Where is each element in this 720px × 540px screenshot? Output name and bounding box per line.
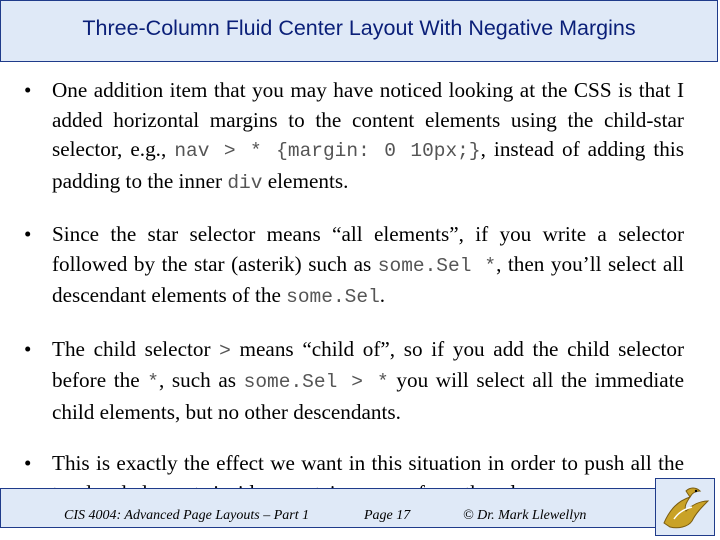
footer-bar [0,488,660,528]
text-run: , instead of adding this padding to the inner [52,137,684,193]
code-snippet: div [227,171,263,194]
code-snippet: * [147,371,159,393]
pegasus-logo-graphic [656,479,714,535]
bullet-item [24,335,684,428]
bullet-dot-icon: • [24,78,32,102]
text-run: Since the star selector means “all elements”, if you write a selector followed by the star (asterik) such as [52,222,684,276]
text-run: , then you’ll select all descendant elements of the [52,251,684,307]
slide-title: Three-Column Fluid Center Layout With Negative Margins [82,15,636,40]
text-run: , such as [158,368,244,392]
text-run: you will select all the immediate child elements, but no other descendants. [52,368,684,424]
bullet-item [24,76,684,198]
code-snippet: some.Sel > * [243,371,389,393]
bullet-dot-icon: • [24,222,32,246]
slide-content [24,76,684,530]
footer-author: © Dr. Mark Llewellyn [463,508,587,523]
bullet-text [52,335,684,428]
footer-page-number: Page 17 [364,508,411,523]
code-snippet: some.Sel * [377,254,497,277]
text-run: The child selector [52,336,220,361]
text-run: One addition item that you may have noticed looking at the CSS is that I added horizontal margins to the content elements using the child-star selector, e.g., [52,78,684,161]
text-run: means “child of”, so if you add the child selector before the [52,336,685,392]
ucf-pegasus-logo-icon [655,478,715,536]
bullet-dot-icon: • [24,451,32,475]
bullet-dot-icon: • [24,336,32,361]
text-run: elements. [262,168,349,193]
code-snippet: nav > * {margin: 0 10px;} [174,140,481,162]
bullet-text [52,76,684,198]
footer-course: CIS 4004: Advanced Page Layouts – Part 1 [64,508,310,523]
code-snippet: some.Sel [286,286,380,308]
code-snippet: > [219,339,231,362]
text-run: . [379,283,386,307]
bullet-item [24,220,684,313]
text-run: This is exactly the effect we want in this situation in order to push all the [52,451,684,475]
bullet-text [52,220,684,313]
title-bar [0,0,718,62]
